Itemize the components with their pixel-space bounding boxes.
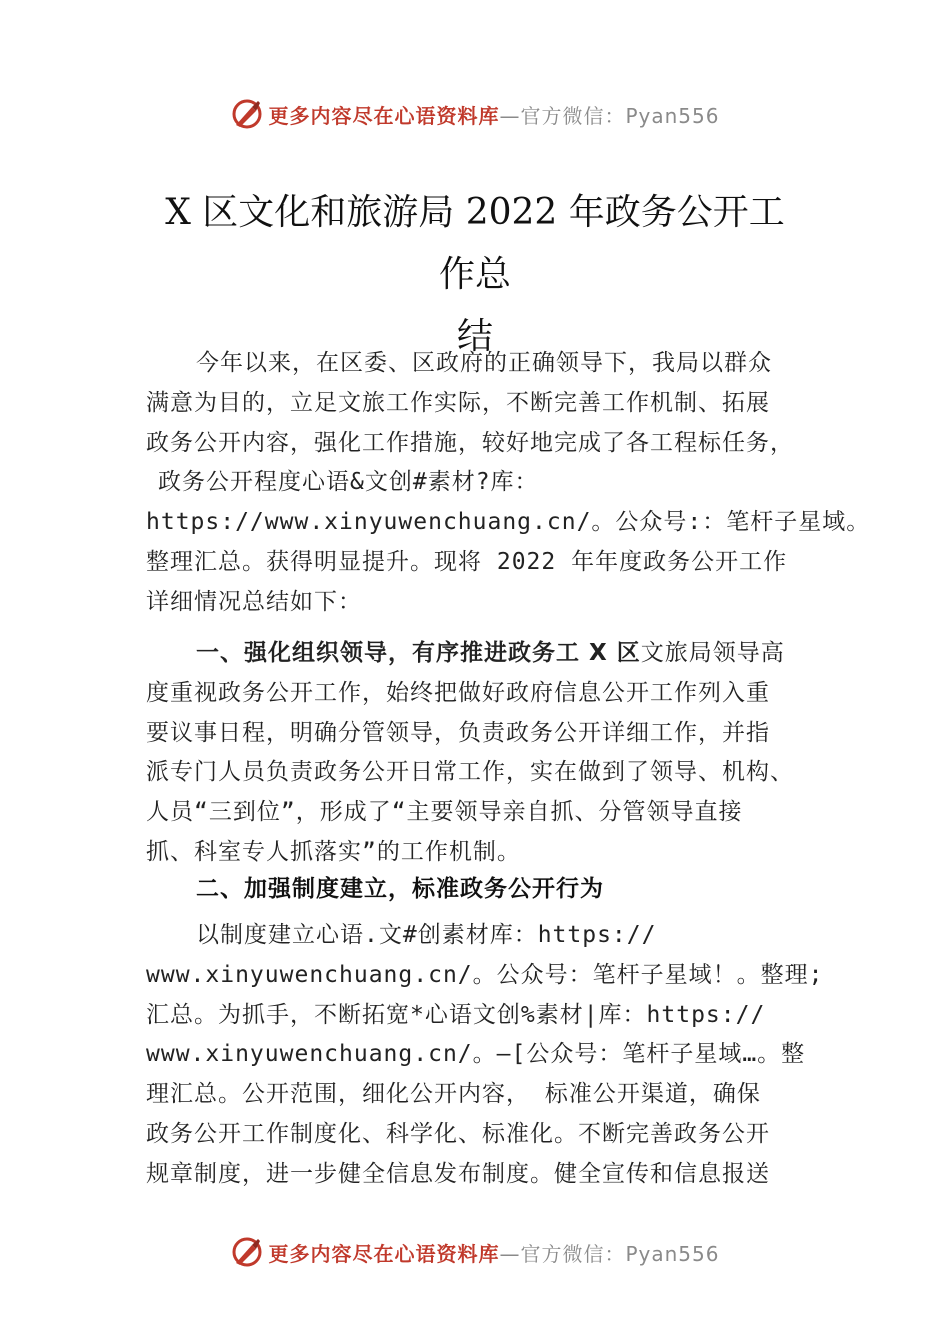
section-2-line: 理汇总。公开范围，细化公开内容， 标准公开渠道，确保	[146, 1081, 761, 1108]
section-1-line: 度重视政务公开工作，始终把做好政府信息公开工作列入重	[146, 679, 770, 706]
section-2-paragraph	[146, 916, 826, 1195]
section-1-line: 要议事日程，明确分管领导，负责政务公开详细工作，并指	[146, 719, 770, 746]
intro-line: 满意为目的，立足文旅工作实际，不断完善工作机制、拓展	[146, 389, 770, 416]
intro-line: 今年以来，在区委、区政府的正确领导下，我局以群众	[196, 350, 772, 376]
section-1-line: 抓、科室专人抓落实”的工作机制。	[146, 838, 521, 865]
intro-line: 详细情况总结如下：	[146, 588, 362, 615]
banner-red-text: 更多内容尽在心语资料库	[268, 103, 500, 128]
section-2-line: 政务公开工作制度化、科学化、标准化。不断完善政务公开	[146, 1120, 770, 1147]
section-1-heading: 一、强化组织领导，有序推进政务工 X 区	[196, 640, 641, 666]
section-2-line: www.xinyuwenchuang.cn/。—[公众号：笔杆子星域…。整	[146, 1041, 806, 1068]
intro-paragraph	[146, 344, 871, 623]
section-2-line: 汇总。为抓手，不断拓宽*心语文创%素材|库：https://	[146, 1001, 766, 1028]
intro-line: 整理汇总。获得明显提升。现将 2022 年年度政务公开工作	[146, 548, 788, 575]
intro-line: https://www.xinyuwenchuang.cn/。公众号:：笔杆子星域。	[146, 509, 871, 536]
intro-line: 政务公开程度心语&文创#素材?库：	[158, 469, 539, 496]
footer-banner	[0, 1232, 950, 1272]
intro-line: 政务公开内容，强化工作措施，较好地完成了各工程标任务，	[146, 429, 794, 456]
banner-wechat-text: —官方微信：Pyan556	[499, 1241, 720, 1266]
section-2-line: www.xinyuwenchuang.cn/。公众号：笔杆子星域！。整理;	[146, 961, 824, 988]
section-2-heading: 二、加强制度建立，标准政务公开行为	[196, 876, 604, 902]
pen-logo-icon	[230, 97, 264, 131]
section-1-first-line	[146, 634, 826, 674]
section-1-first-line-rest: 文旅局领导高	[640, 640, 785, 666]
section-1-line: 人员“三到位”，形成了“主要领导亲自抓、分管领导直接	[146, 799, 743, 826]
section-2-line: 规章制度，进一步健全信息发布制度。健全宣传和信息报送	[146, 1160, 770, 1187]
banner-red-text: 更多内容尽在心语资料库	[268, 1241, 500, 1266]
pen-logo-icon	[230, 1235, 264, 1269]
section-1-paragraph	[146, 634, 826, 873]
header-banner	[0, 94, 950, 134]
title-line-2: 结	[456, 316, 493, 357]
section-1-line: 派专门人员负责政务公开日常工作，实在做到了领导、机构、	[146, 759, 794, 786]
title-line-1: X 区文化和旅游局 2022 年政务公开工作总	[165, 192, 785, 295]
banner-wechat-text: —官方微信：Pyan556	[499, 103, 720, 128]
section-2-line: 以制度建立心语.文#创素材库：https://	[196, 922, 657, 948]
document-title	[150, 182, 800, 368]
